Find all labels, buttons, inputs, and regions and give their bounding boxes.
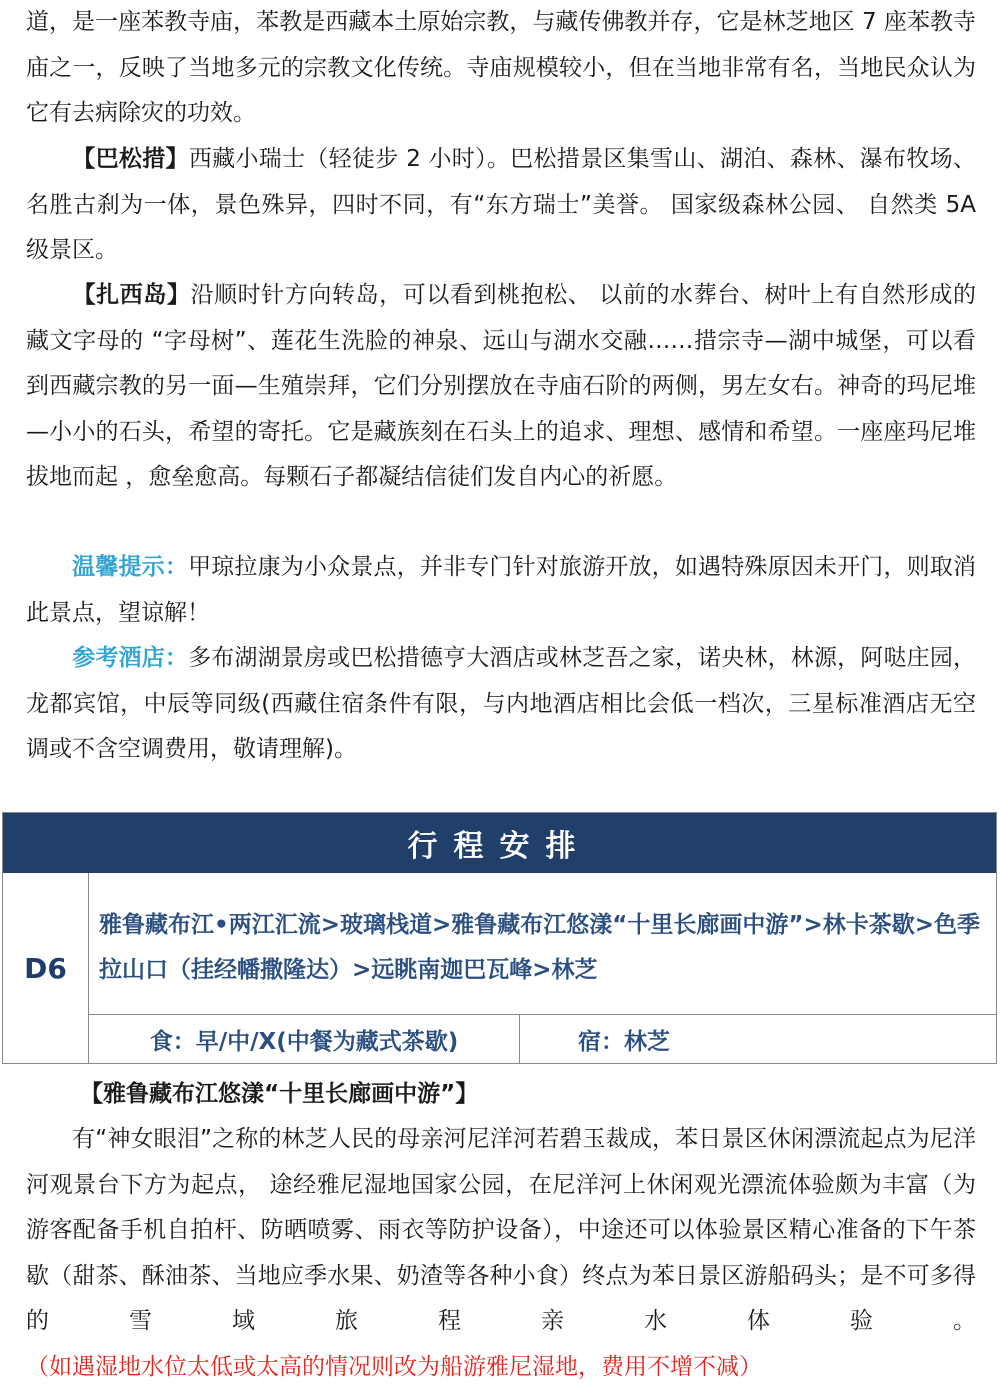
zhaxidao-paragraph (26, 273, 976, 501)
section-title: 【雅鲁藏布江悠漾“十里长廊画中游”】 (80, 1081, 479, 1107)
meals-cell: 食：早/中/X(中餐为藏式茶歇) (89, 1015, 520, 1063)
section-paragraph (26, 1117, 976, 1390)
section-text: 有“神女眼泪”之称的林芝人民的母亲河尼洋河若碧玉裁成，苯日景区休闲漂流起点为尼洋河观景台下方为起点， 途经雅尼湿地国家公园，在尼洋河上休闲观光漂流体验颇为丰富（为游客配备手机自拍杆、防晒喷雾、雨衣等防护设备），中途还可以体验景区精心准备的下午茶歇（甜茶、酥油茶、当地应季水果、奶渣等各种小食）终点为苯日景区游船码头；是不可多得的雪域旅程亲水体验。 (26, 1126, 976, 1334)
zhaxidao-text: 沿顺时针方向转岛，可以看到桃抱松、 以前的水葬台、树叶上有自然形成的藏文字母的 “字母树”、莲花生洗脸的神泉、远山与湖水交融……措宗寺—湖中城堡，可以看到西藏宗教的另一面—生殖崇拜，它们分别摆放在寺庙石阶的两侧，男左女右。神奇的玛尼堆—小小的石头，希望的寄托。它是藏族刻在石头上的追求、理想、感情和希望。一座座玛尼堆拔地而起 ，愈垒愈高。每颗石子都凝结信徒们发自内心的祈愿。 (26, 282, 977, 490)
tip-paragraph (26, 545, 976, 636)
basongcuo-title: 【巴松措】 (72, 146, 189, 172)
tip-text: 甲琼拉康为小众景点，并非专门针对旅游开放，如遇特殊原因未开门，则取消此景点，望谅解！ (26, 554, 977, 626)
itinerary-table (2, 812, 997, 1064)
hotel-label: 参考酒店： (72, 645, 189, 671)
hotel-paragraph (26, 636, 976, 773)
route-text: 雅鲁藏布江•两江汇流>玻璃栈道>雅鲁藏布江悠漾“十里长廊画中游”>林卡茶歇>色季拉山口（挂经幡撒隆达）>远眺南迦巴瓦峰>林芝 (89, 873, 996, 1015)
day-label: D6 (3, 873, 89, 1063)
itinerary-header: 行程安排 (3, 813, 996, 873)
basongcuo-text: 西藏小瑞士（轻徒步 2 小时）。巴松措景区集雪山、湖泊、森林、瀑布牧场、名胜古刹为一体，景色殊异，四时不同，有“东方瑞士”美誉。 国家级森林公园、 自然类 5A 级景区。 (26, 146, 976, 263)
section-note: （如遇湿地水位太低或太高的情况则改为船游雅尼湿地，费用不增不减） (26, 1353, 762, 1380)
intro-paragraph: 道，是一座苯教寺庙，苯教是西藏本土原始宗教，与藏传佛教并存，它是林芝地区 7 座苯教寺庙之一，反映了当地多元的宗教文化传统。寺庙规模较小，但在当地非常有名，当地民众认为它有去病除灾的功效。 (26, 9, 976, 126)
zhaxidao-title: 【扎西岛】 (72, 282, 191, 308)
tip-label: 温馨提示： (72, 554, 189, 580)
stay-cell: 宿：林芝 (578, 1028, 670, 1055)
hotel-text: 多布湖湖景房或巴松措德亨大酒店或林芝吾之家，诺央林，林源，阿哒庄园，龙都宾馆，中辰等同级(西藏住宿条件有限，与内地酒店相比会低一档次，三星标准酒店无空调或不含空调费用，敬请理解)。 (26, 645, 977, 762)
basongcuo-paragraph (26, 137, 976, 274)
